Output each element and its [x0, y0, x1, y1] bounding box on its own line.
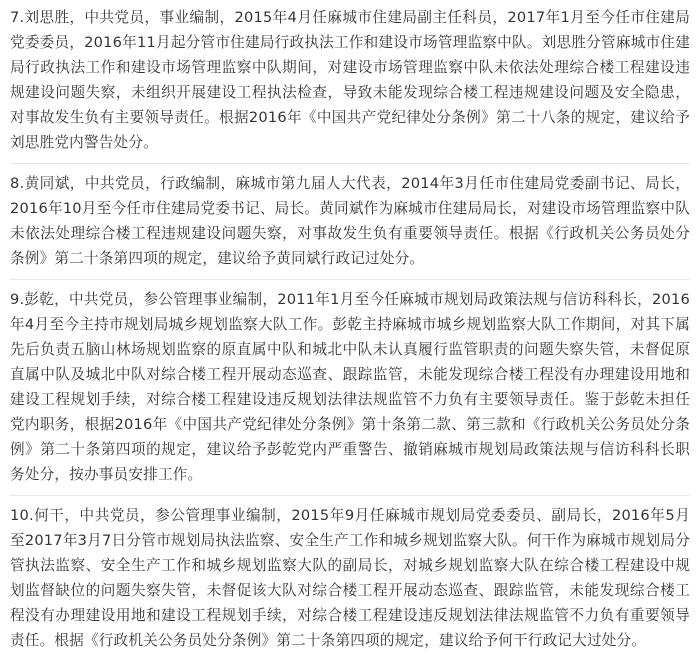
paragraph-item-9: 9.彭乾，中共党员，参公管理事业编制，2011年1月至今任麻城市规划局政策法规与信访科科长，2016年4月至今主持市规划局城乡规划监察大队工作。彭乾主持麻城市城乡规划监察大队工作期间，对其下属先后负责五脑山林场规划监察的原直属中队和城北中队未认真履行监管职责的问题失察失管，未督促原直属中队及城北中队对综合楼工程开展动态巡查、跟踪监管，未能发现综合楼工程没有办理建设用地和建设工程规划手续，对综合楼工程建设违反规划法律法规监管不力负有主要领导责任。鉴于彭乾未担任党内职务，根据2016年《中国共产党纪律处分条例》第十条第二款、第三款和《行政机关公务员处分条例》第二十条第四项的规定，建议给予彭乾党内严重警告、撤销麻城市规划局政策法规与信访科科长职务处分，按办事员安排工作。	[10, 291, 690, 483]
paragraph-divider	[10, 279, 690, 280]
paragraph-divider	[10, 495, 690, 496]
paragraph-item-8: 8.黄同斌，中共党员，行政编制，麻城市第九届人大代表，2014年3月任市住建局党委副书记、局长，2016年10月至今任市住建局党委书记、局长。黄同斌作为麻城市住建局局长，对建设市场管理监察中队未依法处理综合楼工程违规建设问题失察，对事故发生负有重要领导责任。根据《行政机关公务员处分条例》第二十条第四项的规定，建议给予黄同斌行政记过处分。	[10, 175, 690, 267]
paragraph-item-7: 7.刘思胜，中共党员，事业编制，2015年4月任麻城市住建局副主任科员，2017年1月至今任市住建局党委委员，2016年11月起分管市住建局行政执法工作和建设市场管理监察中队。刘思胜分管麻城市住建局行政执法工作和建设市场管理监察中队期间，对建设市场管理监察中队未依法处理综合楼工程建设违规建设问题失察，未组织开展建设工程执法检查，导致未能发现综合楼工程违规建设问题及安全隐患，对事故发生负有主要领导责任。根据2016年《中国共产党纪律处分条例》第二十八条的规定，建议给予刘思胜党内警告处分。	[10, 9, 690, 151]
article-body	[10, 0, 690, 659]
paragraph-item-10: 10.何干，中共党员，参公管理事业编制，2015年9月任麻城市规划局党委委员、副局长，2016年5月至2017年3月7日分管市规划局执法监察、安全生产工作和城乡规划监察大队。何干作为麻城市规划局分管执法监察、安全生产工作和城乡规划监察大队的副局长，对城乡规划监察大队在综合楼工程建设中规划监督缺位的问题失察失管，未督促该大队对综合楼工程开展动态巡查、跟踪监管，未能发现综合楼工程没有办理建设用地和建设工程规划手续，对综合楼工程建设违反规划法律法规监管不力负有重要领导责任。根据《行政机关公务员处分条例》第二十条第四项的规定，建议给予何干行政记大过处分。	[10, 507, 690, 649]
paragraph-divider	[10, 163, 690, 164]
